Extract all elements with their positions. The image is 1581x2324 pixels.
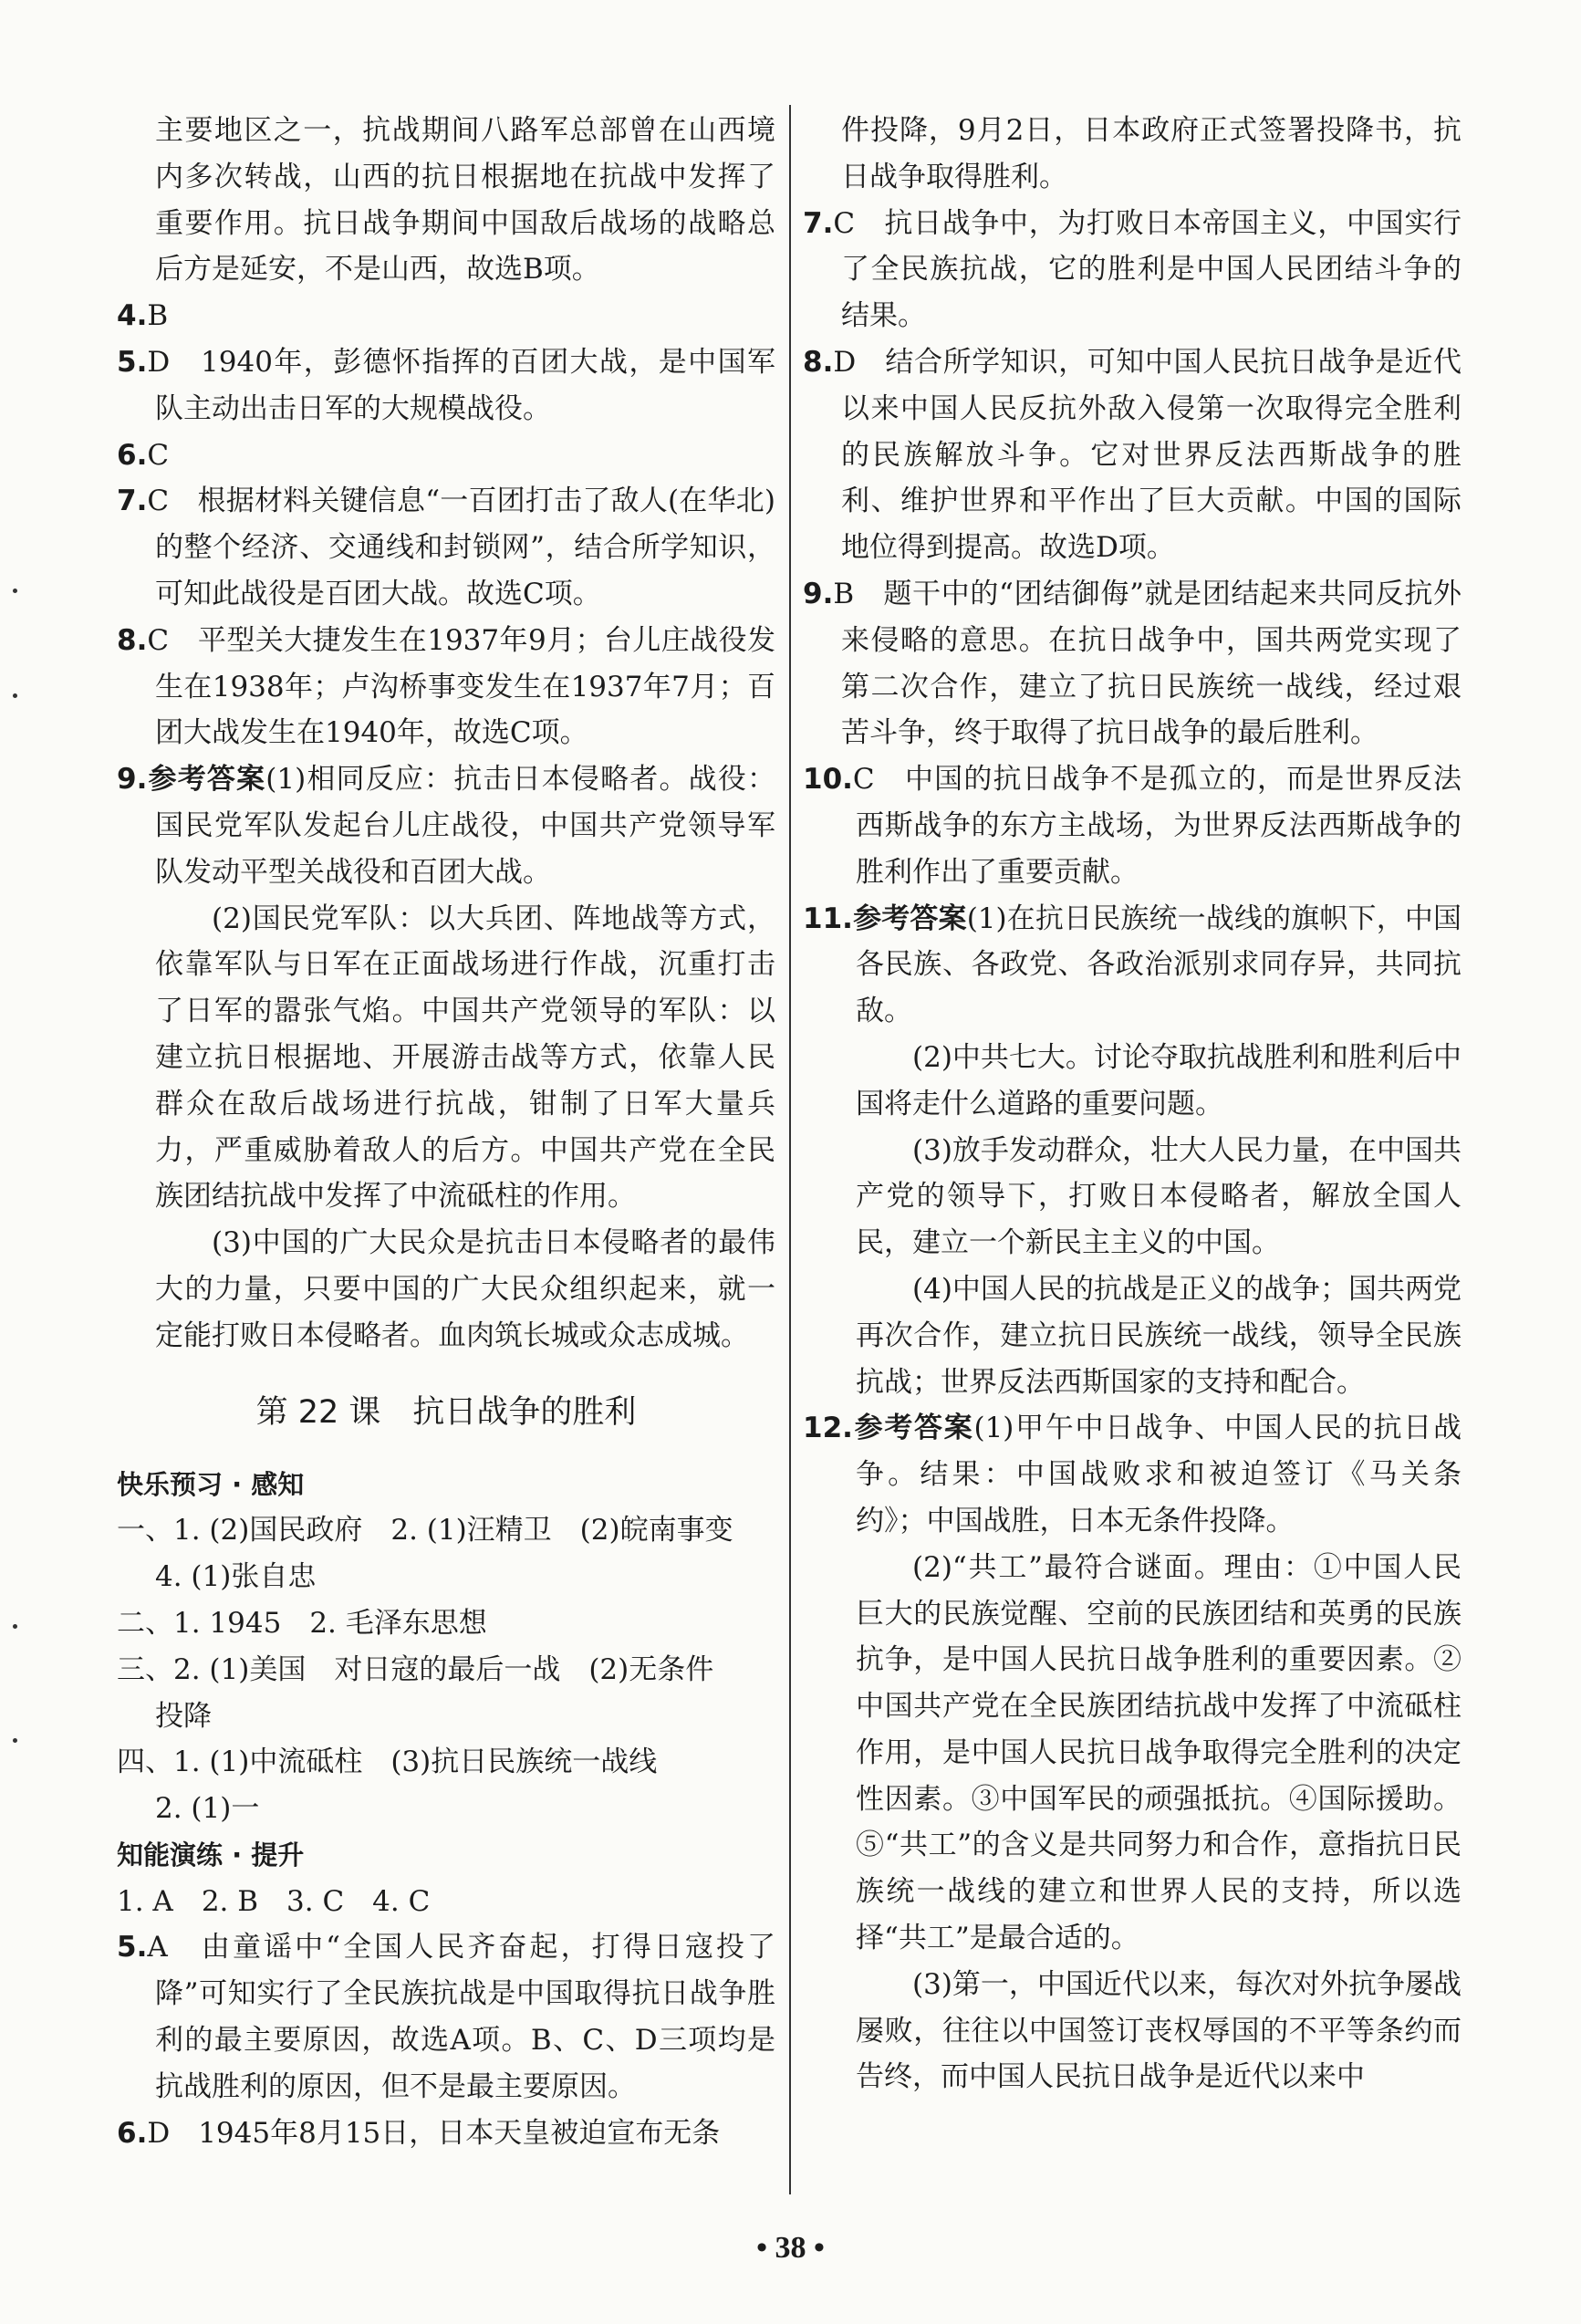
- answer-paragraph: (4)中国人民的抗战是正义的战争；国共两党再次合作，建立抗日民族统一战线，领导全民族抗战；世界反法西斯国家的支持和配合。: [856, 1272, 1461, 1399]
- item-text: (1)甲午中日战争、中国人民的抗日战争。结果：中国战败求和被迫签订《马关条约》；中国战胜，日本无条件投降。: [856, 1412, 1461, 1537]
- margin-dot: [13, 1624, 17, 1629]
- item-number: 9.: [117, 763, 148, 797]
- mc-answers: 1. A 2. B 3. C 4. C: [117, 1884, 431, 1918]
- item-number: 7.: [117, 485, 148, 518]
- answer-item: [117, 2110, 775, 2157]
- item-text: C 中国的抗日战争不是孤立的，而是世界反法西斯战争的东方主战场，为世界反法西斯战争的胜利作出了重要贡献。: [852, 763, 1461, 889]
- item-text: A 由童谣中“全国人民齐奋起，打得日寇投了降”可知实行了全民族抗战是中国取得抗日战争胜利的最主要原因，故选A项。B、C、D三项均是抗战胜利的原因，但不是最主要原因。: [147, 1931, 775, 2103]
- preview-line: 二、1. 1945 2. 毛泽东思想: [117, 1606, 487, 1640]
- answer-label: 参考答案: [852, 901, 967, 935]
- item-text: C 平型关大捷发生在1937年9月；台儿庄战役发生在1938年；卢沟桥事变发生在1937年7月；百团大战发生在1940年，故选C项。: [147, 623, 775, 750]
- answer-item: [803, 756, 1461, 895]
- preview-line: 2. (1)一: [155, 1792, 260, 1826]
- right-column: [803, 108, 1461, 2100]
- item-text: C 抗日战争中，为打败日本帝国主义，中国实行了全民族抗战，它的胜利是中国人民团结斗争的结果。: [833, 206, 1461, 333]
- lesson-title: 第 22 课 抗日战争的胜利: [255, 1393, 637, 1431]
- preview-line: 4. (1)张自忠: [155, 1560, 317, 1594]
- section-heading: 快乐预习 · 感知: [117, 1468, 305, 1500]
- answer-paragraph: (2)“共工”最符合谜面。理由：①中国人民巨大的民族觉醒、空前的民族团结和英勇的民族抗争，是中国人民抗日战争胜利的重要因素。②中国共产党在全民族团结抗战中发挥了中流砥柱作用，是中国人民抗日战争取得完全胜利的决定性因素。③中国军民的顽强抵抗。④国际援助。⑤“共工”的含义是共同努力和合作，意指抗日民族统一战线的建立和世界人民的支持，所以选择“共工”是最合适的。: [856, 1550, 1461, 1955]
- answer-paragraph: (2)中共七大。讨论夺取抗战胜利和胜利后中国将走什么道路的重要问题。: [856, 1040, 1461, 1120]
- answer-paragraph: (3)放手发动群众，壮大人民力量，在中国共产党的领导下，打败日本侵略者，解放全国人民，建立一个新民主主义的中国。: [856, 1133, 1461, 1260]
- column-divider: [789, 105, 791, 2194]
- answer-item: [117, 478, 775, 617]
- preview-line: 投降: [155, 1699, 212, 1733]
- margin-dot: [13, 589, 17, 593]
- item-number: 8.: [117, 623, 148, 657]
- item-number: 7.: [803, 206, 834, 240]
- item-text: C: [147, 438, 170, 472]
- section-heading: 知能演练 · 提升: [117, 1839, 305, 1871]
- item-text: D 1940年，彭德怀指挥的百团大战，是中国军队主动出击日军的大规模战役。: [147, 345, 775, 425]
- item-text: (1)在抗日民族统一战线的旗帜下，中国各民族、各政党、各政治派别求同存异，共同抗敌。: [856, 901, 1462, 1028]
- continued-text: 件投降，9月2日，日本政府正式签署投降书，抗日战争取得胜利。: [841, 114, 1461, 193]
- item-text: B: [147, 299, 169, 333]
- answer-item: [803, 571, 1461, 756]
- answer-item: [803, 1405, 1461, 1544]
- answer-label: 参考答案: [852, 1412, 974, 1445]
- answer-item: [117, 1924, 775, 2110]
- answer-item: [117, 293, 775, 339]
- item-text: D 结合所学知识，可知中国人民抗日战争是近代以来中国人民反抗外敌入侵第一次取得完全胜利的民族解放斗争。它对世界反法西斯战争的胜利、维护世界和平作出了巨大贡献。中国的国际地位得到提高。故选D项。: [833, 345, 1461, 565]
- answer-paragraph: (2)国民党军队：以大兵团、阵地战等方式，依靠军队与日军在正面战场进行作战，沉重打击了日军的嚣张气焰。中国共产党领导的军队：以建立抗日根据地、开展游击战等方式，依靠人民群众在敌后战场进行抗战，钳制了日军大量兵力，严重威胁着敌人的后方。中国共产党在全民族团结抗战中发挥了中流砥柱的作用。: [155, 901, 775, 1214]
- answer-label: 参考答案: [147, 763, 266, 797]
- continued-text: 主要地区之一，抗战期间八路军总部曾在山西境内多次转战，山西的抗日根据地在抗战中发挥了重要作用。抗日战争期间中国敌后战场的战略总后方是延安，不是山西，故选B项。: [155, 114, 775, 287]
- margin-dot: [13, 1738, 17, 1743]
- item-number: 8.: [803, 345, 834, 379]
- item-text: C 根据材料关键信息“一百团打击了敌人(在华北)的整个经济、交通线和封锁网”，结合所学知识，可知此战役是百团大战。故选C项。: [147, 485, 775, 610]
- item-number: 11.: [803, 901, 853, 935]
- item-number: 6.: [117, 438, 148, 472]
- left-column: [117, 108, 775, 2156]
- item-number: 5.: [117, 1931, 148, 1964]
- item-number: 6.: [117, 2116, 148, 2150]
- answer-item: [803, 339, 1461, 571]
- preview-line: 三、2. (1)美国 对日寇的最后一战 (2)无条件: [117, 1652, 714, 1686]
- answer-item: [117, 618, 775, 756]
- answer-paragraph: (3)中国的广大民众是抗击日本侵略者的最伟大的力量，只要中国的广大民众组织起来，就一定能打败日本侵略者。血肉筑长城或众志成城。: [155, 1226, 775, 1352]
- preview-line: 一、1. (2)国民政府 2. (1)汪精卫 (2)皖南事变: [117, 1514, 733, 1548]
- answer-item: [117, 432, 775, 479]
- item-number: 9.: [803, 577, 834, 610]
- answer-item: [803, 896, 1461, 1035]
- item-number: 10.: [803, 763, 853, 797]
- answer-paragraph: (3)第一，中国近代以来，每次对外抗争屡战屡败，往往以中国签订丧权辱国的不平等条约而告终，而中国人民抗日战争是近代以来中: [856, 1967, 1461, 2094]
- margin-dot: [13, 693, 17, 698]
- item-text: (1)相同反应：抗击日本侵略者。战役：国民党军队发起台儿庄战役，中国共产党领导军队发动平型关战役和百团大战。: [155, 763, 775, 889]
- preview-line: 四、1. (1)中流砥柱 (3)抗日民族统一战线: [117, 1746, 658, 1779]
- answer-item: [117, 339, 775, 432]
- item-text: D 1945年8月15日，日本天皇被迫宣布无条: [147, 2116, 721, 2150]
- item-text: B 题干中的“团结御侮”就是团结起来共同反抗外来侵略的意思。在抗日战争中，国共两党实现了第二次合作，建立了抗日民族统一战线，经过艰苦斗争，终于取得了抗日战争的最后胜利。: [833, 577, 1461, 750]
- item-number: 5.: [117, 345, 148, 379]
- item-number: 4.: [117, 299, 148, 333]
- answer-item: [803, 201, 1461, 339]
- answer-item: [117, 756, 775, 895]
- page-number: • 38 •: [756, 2231, 825, 2265]
- item-number: 12.: [803, 1412, 853, 1445]
